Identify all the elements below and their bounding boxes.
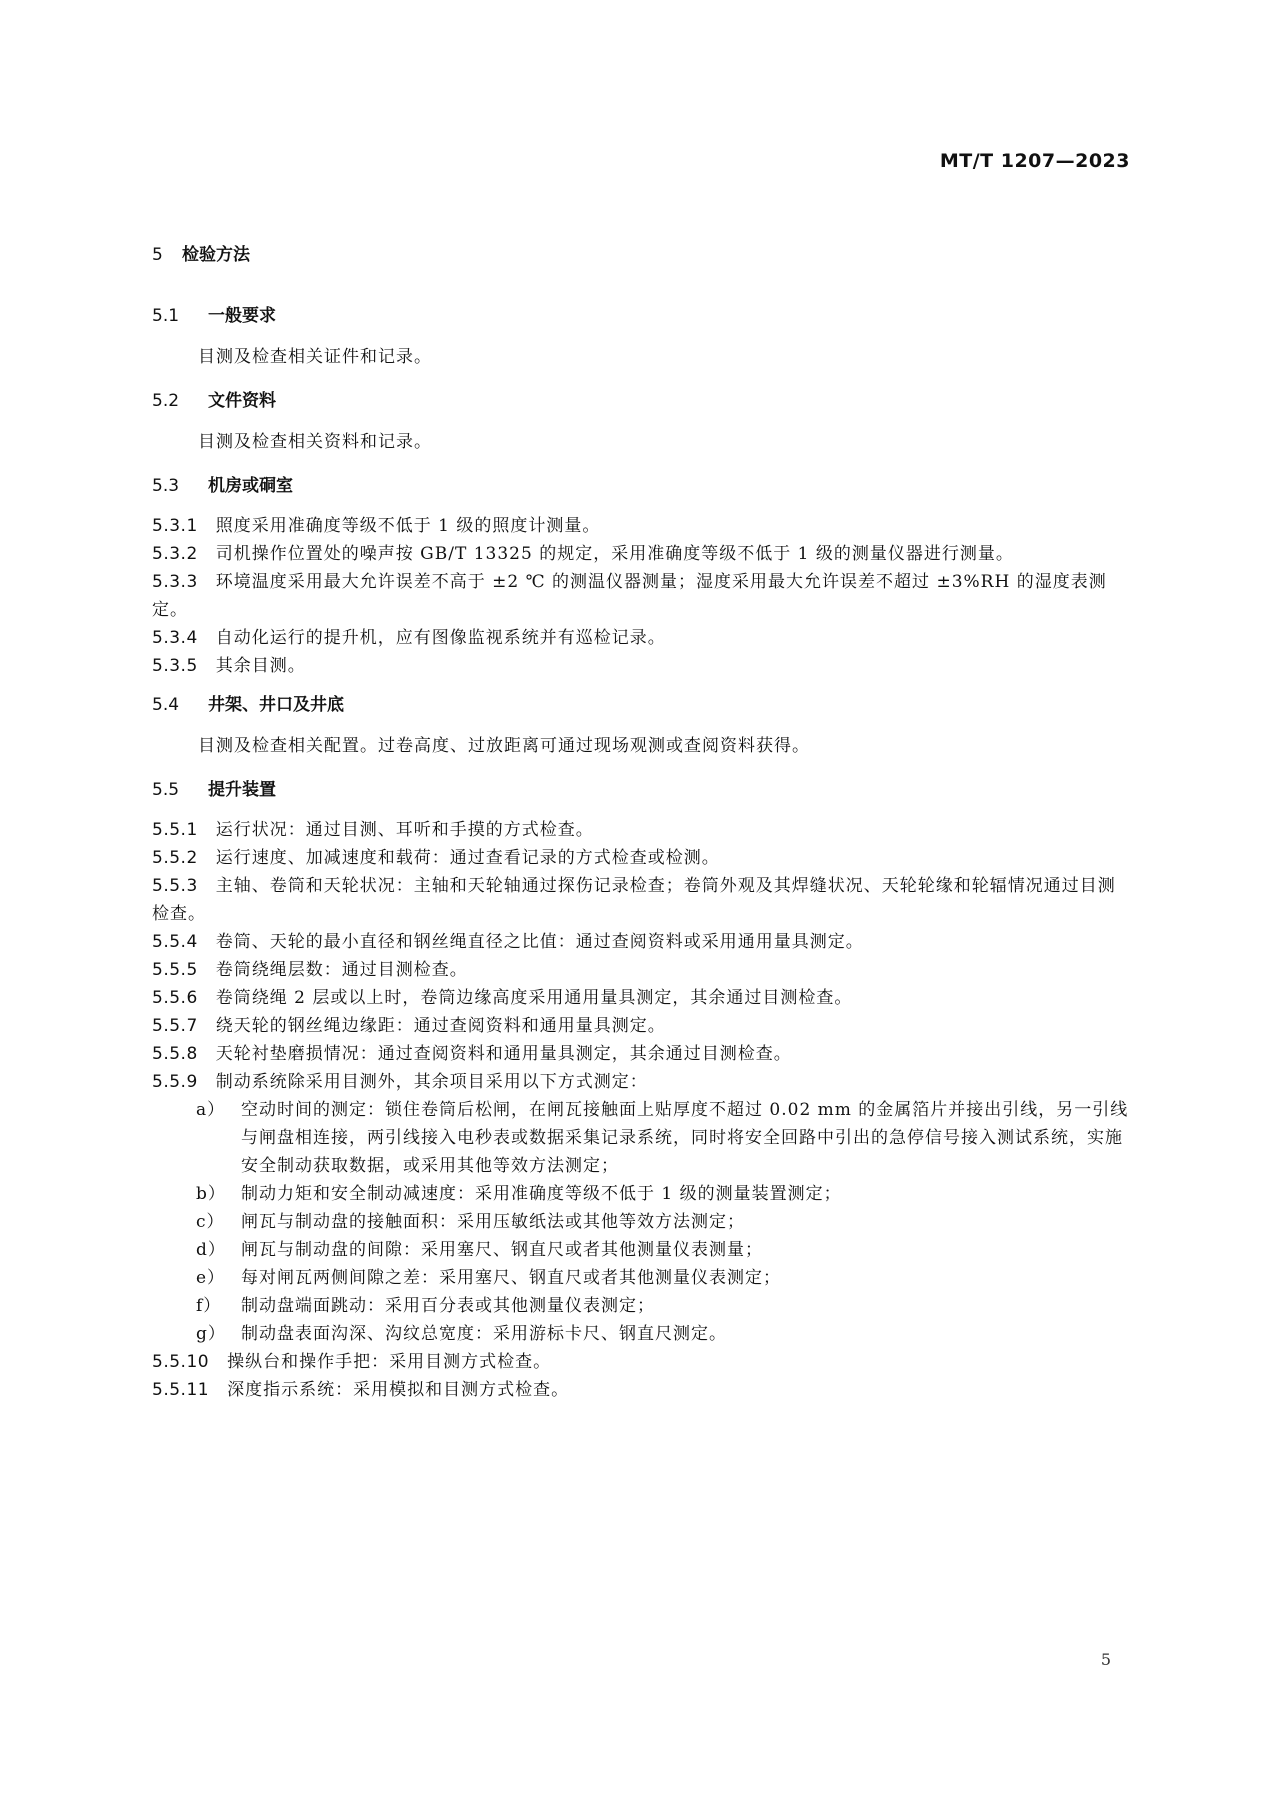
subsection-5-4-body: 目测及检查相关配置。过卷高度、过放距离可通过现场观测或查阅资料获得。 <box>198 736 810 756</box>
clause <box>152 1040 1129 1068</box>
subsection-5-5-heading <box>152 775 1129 800</box>
subsection-5-4-heading <box>152 690 1129 715</box>
clause <box>152 652 1129 680</box>
page-number: 5 <box>1100 1650 1111 1669</box>
list-item <box>152 1292 1129 1320</box>
document-body <box>152 240 1129 1404</box>
list-item-label: e） <box>196 1268 226 1288</box>
subsection-title: 井架、井口及井底 <box>208 695 344 715</box>
subsection-number: 5.5 <box>152 780 180 800</box>
clause-text: 天轮衬垫磨损情况：通过查阅资料和通用量具测定，其余通过目测检查。 <box>215 1044 792 1064</box>
clause <box>152 872 1129 928</box>
clause-text: 制动系统除采用目测外，其余项目采用以下方式测定： <box>215 1072 648 1092</box>
section-5-heading <box>152 240 1129 265</box>
clause <box>152 568 1129 624</box>
list-item <box>152 1264 1129 1292</box>
clause-text: 绕天轮的钢丝绳边缘距：通过查阅资料和通用量具测定。 <box>215 1016 666 1036</box>
list-item-text: 制动盘端面跳动：采用百分表或其他测量仪表测定； <box>241 1296 655 1316</box>
clause-number: 5.5.4 <box>152 932 198 952</box>
list-item-label: d） <box>196 1240 226 1260</box>
list-item-label: g） <box>196 1324 226 1344</box>
subsection-title: 一般要求 <box>208 306 276 326</box>
list-item-label: c） <box>196 1212 225 1232</box>
list-item-text: 空动时间的测定：锁住卷筒后松闸，在闸瓦接触面上贴厚度不超过 0.02 mm 的金属箔片并接出引线，另一引线与闸盘相连接，两引线接入电秒表或数据采集记录系统，同时将安全回路中引出的急停信号接入测试系统，实施安全制动获取数据，或采用其他等效方法测定； <box>241 1100 1129 1176</box>
clause <box>152 1376 1129 1404</box>
subsection-title: 机房或硐室 <box>208 476 293 496</box>
list-item-text: 制动盘表面沟深、沟纹总宽度：采用游标卡尺、钢直尺测定。 <box>241 1324 727 1344</box>
list-item-text: 每对闸瓦两侧间隙之差：采用塞尺、钢直尺或者其他测量仪表测定； <box>241 1268 781 1288</box>
list-item-text: 闸瓦与制动盘的间隙：采用塞尺、钢直尺或者其他测量仪表测量； <box>241 1240 763 1260</box>
clause-number: 5.5.9 <box>152 1072 198 1092</box>
clause-number: 5.5.7 <box>152 1016 198 1036</box>
subsection-title: 提升装置 <box>208 780 276 800</box>
list-item <box>152 1236 1129 1264</box>
clause-text: 运行状况：通过目测、耳听和手摸的方式检查。 <box>215 820 594 840</box>
clause-number: 5.5.11 <box>152 1380 210 1400</box>
clause <box>152 1068 1129 1096</box>
clause-text: 运行速度、加减速度和载荷：通过查看记录的方式检查或检测。 <box>215 848 720 868</box>
clause-number: 5.5.10 <box>152 1352 210 1372</box>
clause-number: 5.5.6 <box>152 988 198 1008</box>
clause-text: 环境温度采用最大允许误差不高于 ±2 ℃ 的测温仪器测量；湿度采用最大允许误差不超过 ±3%RH 的湿度表测定。 <box>152 572 1107 620</box>
subsection-5-2-heading <box>152 386 1129 411</box>
list-item-text: 制动力矩和安全制动减速度：采用准确度等级不低于 1 级的测量装置测定； <box>241 1184 842 1204</box>
clause-text: 其余目测。 <box>215 656 306 676</box>
subsection-5-3-heading <box>152 471 1129 496</box>
clause <box>152 512 1129 540</box>
clause-text: 卷筒绕绳 2 层或以上时，卷筒边缘高度采用通用量具测定，其余通过目测检查。 <box>215 988 853 1008</box>
clause <box>152 984 1129 1012</box>
list-item-label: a） <box>196 1100 226 1120</box>
list-item-label: b） <box>196 1184 226 1204</box>
subsection-number: 5.2 <box>152 391 180 411</box>
subsection-5-1-heading <box>152 301 1129 326</box>
list-item <box>152 1208 1129 1236</box>
list-item <box>152 1180 1129 1208</box>
section-title: 检验方法 <box>182 245 250 265</box>
subsection-number: 5.3 <box>152 476 180 496</box>
clause <box>152 1012 1129 1040</box>
clause-number: 5.5.2 <box>152 848 198 868</box>
clause-text: 卷筒、天轮的最小直径和钢丝绳直径之比值：通过查阅资料或采用通用量具测定。 <box>215 932 864 952</box>
clause <box>152 624 1129 652</box>
clause <box>152 844 1129 872</box>
list-item <box>152 1096 1129 1180</box>
clause-number: 5.5.5 <box>152 960 198 980</box>
clause-text: 主轴、卷筒和天轮状况：主轴和天轮轴通过探伤记录检查；卷筒外观及其焊缝状况、天轮轮缘和轮辐情况通过目测检查。 <box>152 876 1116 924</box>
section-number: 5 <box>152 245 163 265</box>
list-item <box>152 1320 1129 1348</box>
clause-number: 5.3.5 <box>152 656 198 676</box>
clause-number: 5.5.8 <box>152 1044 198 1064</box>
subsection-title: 文件资料 <box>208 391 276 411</box>
clause-number: 5.3.2 <box>152 544 198 564</box>
subsection-number: 5.4 <box>152 695 180 715</box>
subsection-5-2-body: 目测及检查相关资料和记录。 <box>198 432 432 452</box>
clause-number: 5.3.4 <box>152 628 198 648</box>
subsection-5-5-clauses <box>152 816 1129 1404</box>
subsection-number: 5.1 <box>152 306 180 326</box>
clause-number: 5.5.3 <box>152 876 198 896</box>
clause <box>152 956 1129 984</box>
clause-text: 操纵台和操作手把：采用目测方式检查。 <box>227 1352 552 1372</box>
clause-text: 深度指示系统：采用模拟和目测方式检查。 <box>227 1380 570 1400</box>
list-item-text: 闸瓦与制动盘的接触面积：采用压敏纸法或其他等效方法测定； <box>241 1212 745 1232</box>
clause <box>152 928 1129 956</box>
subsection-5-3-clauses <box>152 512 1129 680</box>
brake-test-list <box>152 1096 1129 1348</box>
subsection-5-1-body: 目测及检查相关证件和记录。 <box>198 347 432 367</box>
clause-number: 5.5.1 <box>152 820 198 840</box>
clause <box>152 540 1129 568</box>
clause <box>152 816 1129 844</box>
clause-text: 自动化运行的提升机，应有图像监视系统并有巡检记录。 <box>215 628 666 648</box>
list-item-label: f） <box>196 1296 222 1316</box>
clause-number: 5.3.3 <box>152 572 198 592</box>
clause <box>152 1348 1129 1376</box>
standard-code: MT/T 1207—2023 <box>939 150 1130 172</box>
clause-text: 卷筒绕绳层数：通过目测检查。 <box>215 960 468 980</box>
clause-text: 照度采用准确度等级不低于 1 级的照度计测量。 <box>215 516 601 536</box>
clause-text: 司机操作位置处的噪声按 GB/T 13325 的规定，采用准确度等级不低于 1 级的测量仪器进行测量。 <box>215 544 1014 564</box>
clause-number: 5.3.1 <box>152 516 198 536</box>
